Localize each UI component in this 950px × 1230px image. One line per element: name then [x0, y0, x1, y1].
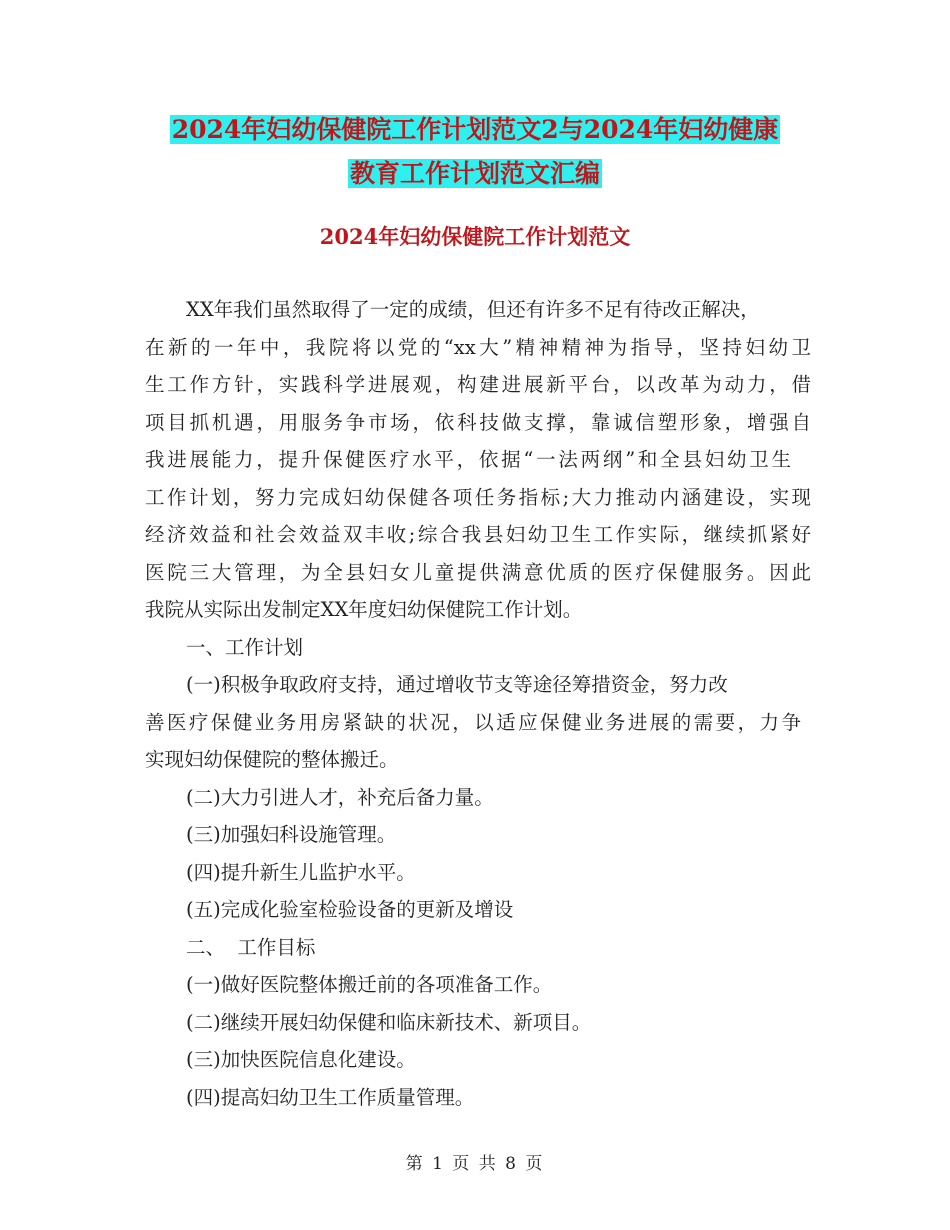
list-item: (三)加快医院信息化建设。 — [186, 1048, 416, 1071]
section-heading: 一、工作计划 — [186, 636, 304, 659]
body-line: 生工作方针，实践科学进展观，构建进展新平台，以改革为动力，借 — [145, 373, 811, 396]
body-line: 经济效益和社会效益双丰收;综合我县妇幼卫生工作实际，继续抓紧好 — [145, 523, 811, 546]
title-highlight-1: 2024年妇幼保健院工作计划范文2与2024年妇幼健康 — [171, 115, 779, 144]
document-title-line-2 — [0, 155, 950, 193]
list-item: (三)加强妇科设施管理。 — [186, 823, 397, 846]
list-item: (四)提高妇幼卫生工作质量管理。 — [186, 1086, 475, 1109]
body-line: 善医疗保健业务用房紧缺的状况，以适应保健业务进展的需要，力争 — [145, 711, 801, 734]
list-item: (一)做好医院整体搬迁前的各项准备工作。 — [186, 973, 553, 996]
page-footer: 第 1 页 共 8 页 — [405, 1154, 545, 1174]
body-line: (一)积极争取政府支持，通过增收节支等途径筹措资金，努力改 — [186, 673, 728, 696]
body-line: XX年我们虽然取得了一定的成绩，但还有许多不足有待改正解决， — [186, 298, 760, 321]
body-line: 我进展能力，提升保健医疗水平，依据“一法两纲”和全县妇幼卫生 — [145, 448, 791, 471]
body-line: 工作计划，努力完成妇幼保健各项任务指标;大力推动内涵建设，实现 — [145, 486, 811, 509]
body-line: 医院三大管理，为全县妇女儿童提供满意优质的医疗保健服务。因此 — [145, 561, 811, 584]
list-item: (二)继续开展妇幼保健和临床新技术、新项目。 — [186, 1011, 592, 1034]
list-item: (四)提升新生儿监护水平。 — [186, 861, 416, 884]
section-title: 2024年妇幼保健院工作计划范文 — [319, 224, 631, 249]
section-heading: 二、 工作目标 — [186, 936, 316, 959]
body-line: 我院从实际出发制定XX年度妇幼保健院工作计划。 — [145, 598, 583, 621]
list-item: (二)大力引进人才，补充后备力量。 — [186, 786, 494, 809]
body-line: 在新的一年中，我院将以党的“xx大”精神精神为指导，坚持妇幼卫 — [145, 336, 811, 359]
list-item: (五)完成化验室检验设备的更新及增设 — [186, 898, 514, 921]
title-highlight-2: 教育工作计划范文汇编 — [349, 159, 600, 188]
document-title-line-1 — [0, 111, 950, 149]
body-line: 项目抓机遇，用服务争市场，依科技做支撑，靠诚信塑形象，增强自 — [145, 411, 811, 434]
body-line: 实现妇幼保健院的整体搬迁。 — [145, 748, 399, 771]
